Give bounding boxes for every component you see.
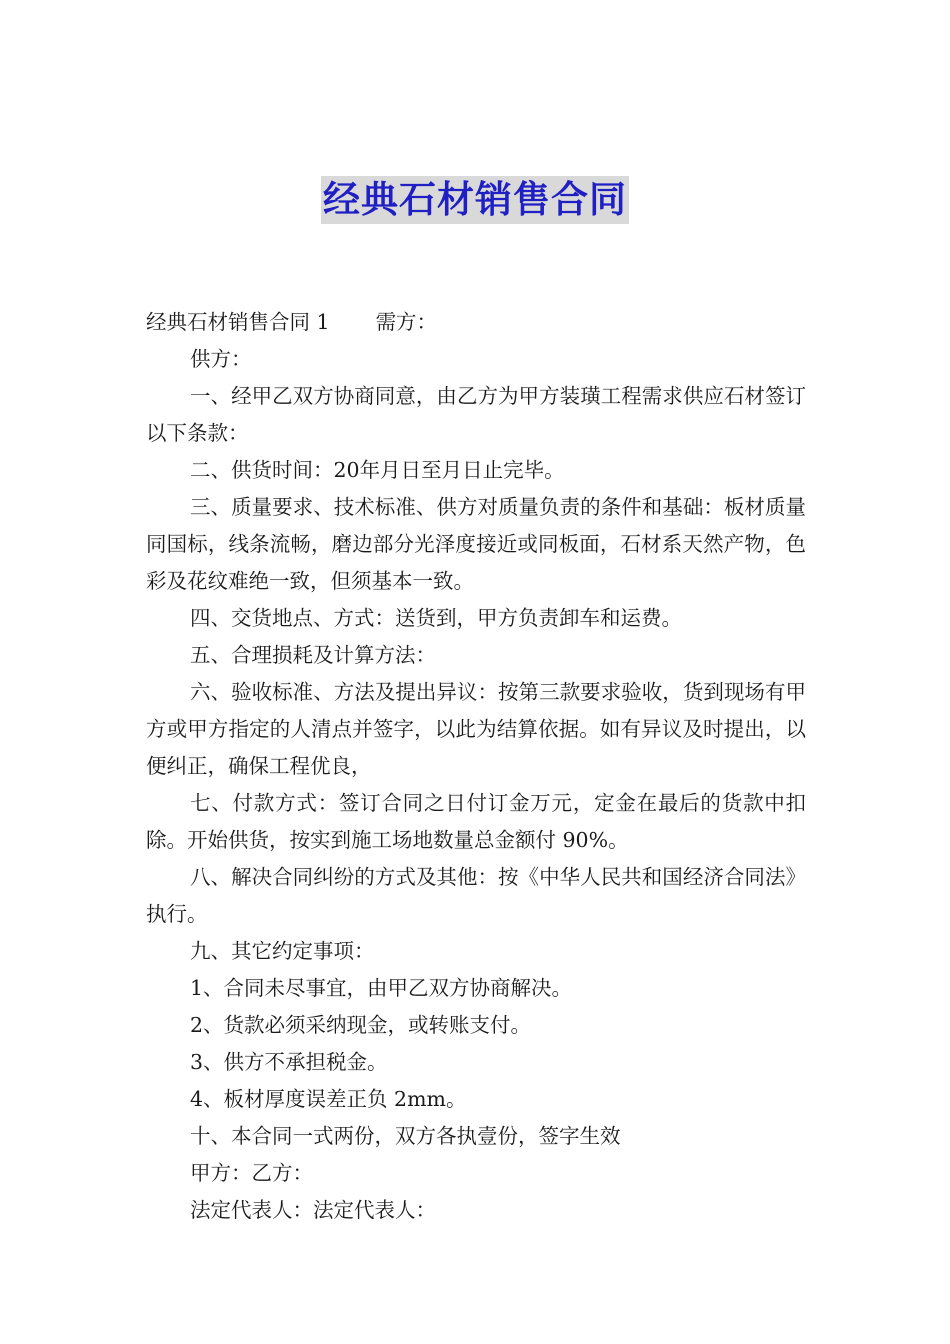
- list-item-2: 2、货款必须采纳现金，或转账支付。: [190, 1013, 532, 1037]
- title-container: [0, 176, 950, 224]
- paragraph-clause-2: 二、供货时间：20年月日至月日止完毕。: [190, 458, 565, 482]
- paragraph-supplier: 供方：: [190, 347, 252, 371]
- paragraph-clause-8: 八、解决合同纠纷的方式及其他：按《中华人民共和国经济合同法》执行。: [146, 865, 806, 926]
- signature-representatives: 法定代表人：法定代表人：: [190, 1198, 436, 1222]
- paragraph-clause-7: 七、付款方式：签订合同之日付订金万元，定金在最后的货款中扣除。开始供货，按实到施工场地数量总金额付 90%。: [146, 791, 806, 852]
- paragraph-clause-9: 九、其它约定事项：: [190, 939, 375, 963]
- signature-parties: 甲方：乙方：: [190, 1161, 313, 1185]
- document-body: [146, 304, 806, 1229]
- paragraph-clause-3: 三、质量要求、技术标准、供方对质量负责的条件和基础：板材质量同国标，线条流畅，磨边部分光泽度接近或同板面，石材系天然产物，色彩及花纹难绝一致，但须基本一致。: [146, 495, 806, 593]
- buyer-label: 需方：: [375, 310, 438, 334]
- intro-line: [146, 304, 806, 341]
- list-item-4: 4、板材厚度误差正负 2mm。: [190, 1087, 467, 1111]
- contract-heading: 经典石材销售合同 1: [146, 310, 330, 334]
- paragraph-clause-5: 五、合理损耗及计算方法：: [190, 643, 436, 667]
- list-item-3: 3、供方不承担税金。: [190, 1050, 388, 1074]
- paragraph-clause-6: 六、验收标准、方法及提出异议：按第三款要求验收，货到现场有甲方或甲方指定的人清点并签字，以此为结算依据。如有异议及时提出，以便纠正，确保工程优良，: [146, 680, 806, 778]
- list-item-1: 1、合同未尽事宜，由甲乙双方协商解决。: [190, 976, 573, 1000]
- document-title: 经典石材销售合同: [321, 176, 629, 224]
- paragraph-clause-4: 四、交货地点、方式：送货到，甲方负责卸车和运费。: [190, 606, 682, 630]
- paragraph-clause-10: 十、本合同一式两份，双方各执壹份，签字生效: [190, 1124, 621, 1148]
- paragraph-clause-1: 一、经甲乙双方协商同意，由乙方为甲方装璜工程需求供应石材签订以下条款：: [146, 384, 806, 445]
